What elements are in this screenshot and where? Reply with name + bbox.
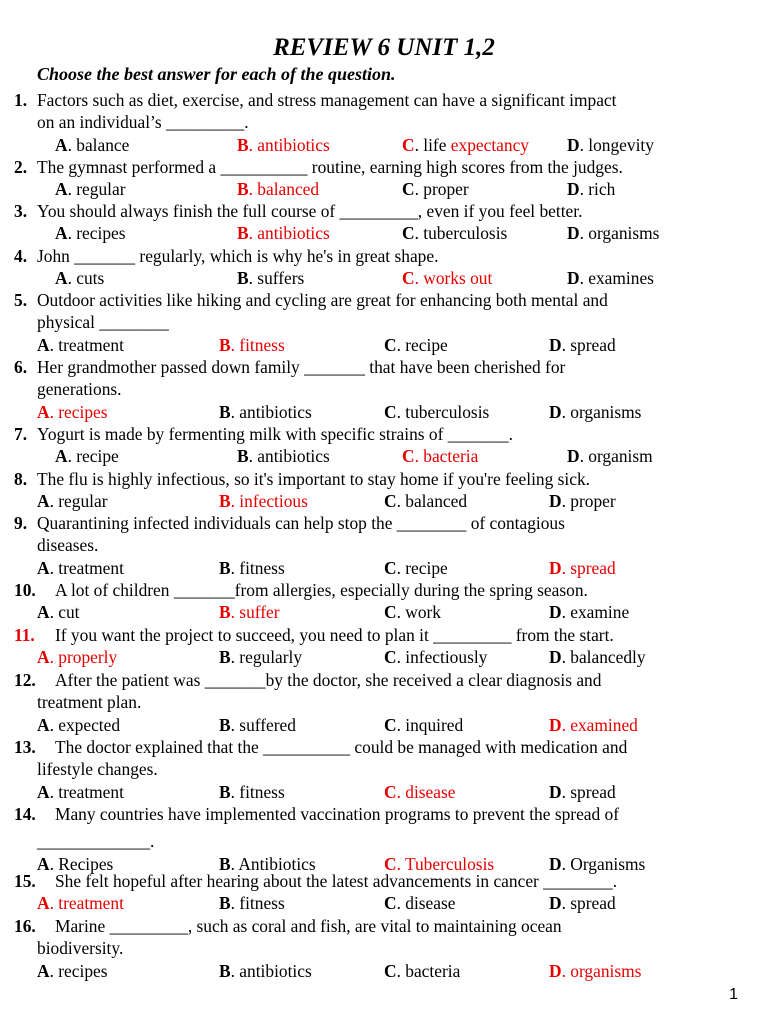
option-b[interactable]: B. suffered: [219, 714, 296, 735]
option-d[interactable]: D. examined: [549, 714, 638, 735]
question-number: 14.: [14, 804, 36, 824]
question-14: [14, 803, 744, 875]
question-text: Many countries have implemented vaccination programs to prevent the spread of: [55, 804, 620, 824]
option-c[interactable]: C. life expectancy: [402, 134, 529, 155]
question-11: [14, 624, 744, 669]
option-c[interactable]: C. Tuberculosis: [384, 853, 495, 874]
answer-options: [14, 714, 744, 736]
option-d[interactable]: D. spread: [549, 893, 616, 914]
question-text: A lot of children _______from allergies, especially during the spring season.: [55, 580, 588, 600]
option-b[interactable]: B. antibiotics: [237, 446, 330, 467]
question-text: After the patient was _______by the doctor, she received a clear diagnosis and: [55, 670, 602, 690]
option-a[interactable]: A. expected: [37, 714, 121, 735]
option-d[interactable]: D. examines: [567, 268, 654, 289]
option-d[interactable]: D. organisms: [567, 223, 660, 244]
option-b[interactable]: B. Antibiotics: [219, 853, 316, 874]
option-b[interactable]: B. fitness: [219, 557, 285, 578]
question-text-continued: physical ________: [37, 312, 169, 333]
option-c[interactable]: C. proper: [402, 179, 469, 200]
option-b[interactable]: B. regularly: [219, 647, 303, 668]
option-a[interactable]: A. cuts: [55, 268, 105, 289]
option-b[interactable]: B. antibiotics: [219, 401, 312, 422]
question-text: The doctor explained that the __________ could be managed with medication and: [55, 737, 628, 757]
question-text: Her grandmother passed down family _______ that have been cherished for: [37, 357, 566, 377]
answer-options: [14, 490, 744, 512]
option-d[interactable]: D. rich: [567, 179, 616, 200]
option-c[interactable]: C. works out: [402, 268, 493, 289]
question-text: Factors such as diet, exercise, and stress management can have a significant impact: [37, 90, 617, 110]
question-text: Marine _________, such as coral and fish, are vital to maintaining ocean: [55, 916, 562, 936]
answer-options: [14, 445, 744, 467]
option-a[interactable]: A. treatment: [37, 893, 124, 914]
option-d[interactable]: D. Organisms: [549, 853, 646, 874]
option-a[interactable]: A. treatment: [37, 557, 124, 578]
option-a[interactable]: A. balance: [55, 134, 130, 155]
question-number: 5.: [14, 290, 28, 310]
question-12: [14, 669, 744, 736]
option-a[interactable]: A. cut: [37, 602, 80, 623]
option-c[interactable]: C. disease: [384, 781, 456, 802]
question-text: Outdoor activities like hiking and cycling are great for enhancing both mental and: [37, 290, 608, 310]
option-c[interactable]: C. tuberculosis: [384, 401, 490, 422]
question-text: You should always finish the full course of _________, even if you feel better.: [37, 201, 583, 221]
question-text: If you want the project to succeed, you need to plan it _________ from the start.: [55, 625, 614, 645]
answer-options: [14, 646, 744, 668]
question-number: 1.: [14, 90, 28, 110]
option-d[interactable]: D. organisms: [549, 960, 642, 981]
answer-options: [14, 960, 744, 982]
option-a[interactable]: A. recipes: [55, 223, 126, 244]
instruction: Choose the best answer for each of the question.: [37, 64, 396, 84]
answer-options: [14, 557, 744, 579]
question-number: 10.: [14, 580, 36, 600]
question-number: 8.: [14, 469, 28, 489]
option-d[interactable]: D. organisms: [549, 401, 642, 422]
option-a[interactable]: A. Recipes: [37, 853, 114, 874]
question-text-continued: on an individual’s _________.: [37, 112, 249, 133]
option-c[interactable]: C. balanced: [384, 491, 468, 512]
page-title: REVIEW 6 UNIT 1,2: [273, 34, 495, 61]
option-c[interactable]: C. tuberculosis: [402, 223, 508, 244]
question-number: 6.: [14, 357, 28, 377]
option-d[interactable]: D. spread: [549, 557, 616, 578]
question-number: 13.: [14, 737, 36, 757]
question-7: [14, 423, 744, 468]
option-c[interactable]: C. bacteria: [402, 446, 479, 467]
option-b[interactable]: B. antibiotics: [237, 134, 330, 155]
question-number: 12.: [14, 670, 36, 690]
question-4: [14, 245, 744, 290]
option-c[interactable]: C. work: [384, 602, 441, 623]
question-number: 15.: [14, 871, 36, 891]
question-text: Quarantining infected individuals can help stop the ________ of contagious: [37, 513, 565, 533]
option-c[interactable]: C. recipe: [384, 334, 448, 355]
answer-options: [14, 178, 744, 200]
question-13: [14, 736, 744, 803]
question-text-continued: diseases.: [37, 535, 99, 556]
option-a[interactable]: A. properly: [37, 647, 118, 668]
question-number: 16.: [14, 916, 36, 936]
question-6: [14, 356, 744, 423]
option-b[interactable]: B. fitness: [219, 893, 285, 914]
option-d[interactable]: D. proper: [549, 491, 616, 512]
question-text-continued: biodiversity.: [37, 938, 124, 959]
option-a[interactable]: A. recipes: [37, 401, 108, 422]
answer-options: [14, 134, 744, 156]
option-b[interactable]: B. balanced: [237, 179, 320, 200]
question-text: The flu is highly infectious, so it's important to stay home if you're feeling sick.: [37, 469, 591, 489]
question-number: 11.: [14, 625, 35, 645]
option-c[interactable]: C. disease: [384, 893, 456, 914]
question-8: [14, 468, 744, 513]
option-d[interactable]: D. spread: [549, 334, 616, 355]
option-d[interactable]: D. examine: [549, 602, 630, 623]
option-d[interactable]: D. longevity: [567, 134, 654, 155]
question-text-continued: treatment plan.: [37, 692, 142, 713]
question-text: Yogurt is made by fermenting milk with specific strains of _______.: [37, 424, 513, 444]
question-number: 9.: [14, 513, 28, 533]
answer-options: [14, 781, 744, 803]
option-b[interactable]: B. infectious: [219, 491, 308, 512]
answer-options: [14, 334, 744, 356]
answer-options: [14, 401, 744, 423]
option-d[interactable]: D. organism: [567, 446, 653, 467]
option-a[interactable]: A. regular: [55, 179, 126, 200]
answer-options: [14, 892, 744, 914]
question-text: She felt hopeful after hearing about the latest advancements in cancer ________.: [55, 871, 618, 891]
option-a[interactable]: A. treatment: [37, 334, 124, 355]
option-b[interactable]: B. antibiotics: [219, 960, 312, 981]
question-text: John _______ regularly, which is why he's in great shape.: [37, 246, 439, 266]
option-b[interactable]: B. fitness: [219, 334, 285, 355]
question-number: 3.: [14, 201, 28, 221]
question-9: [14, 512, 744, 579]
answer-options: [14, 267, 744, 289]
option-d[interactable]: D. spread: [549, 781, 616, 802]
answer-options: [14, 601, 744, 623]
option-c[interactable]: C. inquired: [384, 714, 464, 735]
question-text-continued: _____________.: [37, 831, 155, 852]
question-number: 7.: [14, 424, 28, 444]
option-d[interactable]: D. balancedly: [549, 647, 646, 668]
question-2: [14, 156, 744, 201]
option-a[interactable]: A. treatment: [37, 781, 124, 802]
option-b[interactable]: B. suffer: [219, 602, 280, 623]
question-15: [14, 870, 744, 915]
option-b[interactable]: B. fitness: [219, 781, 285, 802]
question-text: The gymnast performed a __________ routine, earning high scores from the judges.: [37, 157, 623, 177]
option-c[interactable]: C. infectiously: [384, 647, 488, 668]
question-10: [14, 579, 744, 624]
option-b[interactable]: B. antibiotics: [237, 223, 330, 244]
question-5: [14, 289, 744, 356]
question-text-continued: generations.: [37, 379, 122, 400]
answer-options: [14, 222, 744, 244]
question-3: [14, 200, 744, 245]
option-a[interactable]: A. regular: [37, 491, 108, 512]
page-number: 1: [729, 986, 738, 1003]
option-a[interactable]: A. recipe: [55, 446, 119, 467]
question-text-continued: lifestyle changes.: [37, 759, 158, 780]
option-c[interactable]: C. recipe: [384, 557, 448, 578]
question-number: 4.: [14, 246, 28, 266]
option-a[interactable]: A. recipes: [37, 960, 108, 981]
option-b[interactable]: B. suffers: [237, 268, 305, 289]
question-number: 2.: [14, 157, 28, 177]
option-c[interactable]: C. bacteria: [384, 960, 461, 981]
question-16: [14, 915, 744, 982]
question-1: [14, 89, 744, 156]
